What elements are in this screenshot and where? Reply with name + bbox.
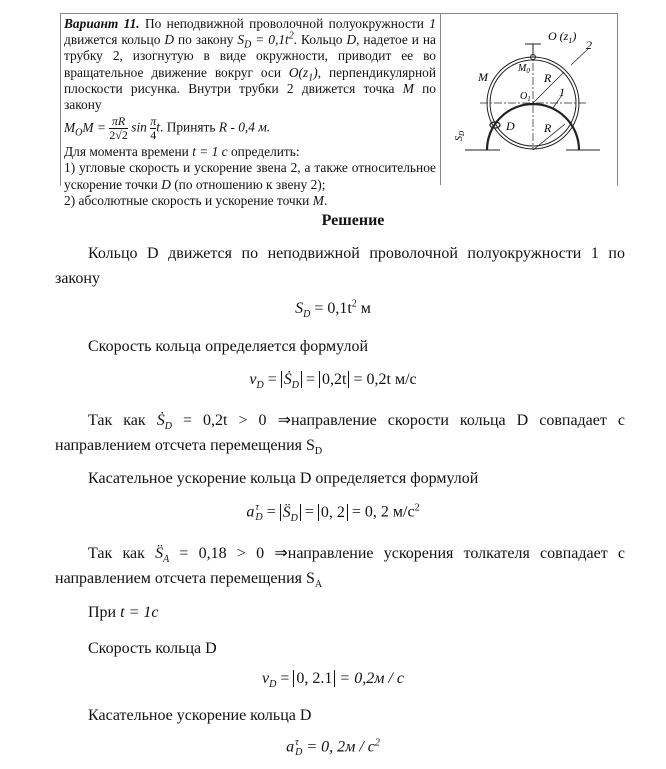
text: 4 (150, 128, 157, 143)
text: При (88, 604, 121, 621)
text: D (269, 679, 277, 691)
text: . Кольцо (293, 32, 347, 48)
text: = 0,2t > 0 ⇒ (171, 412, 291, 429)
label-O1: O (520, 91, 528, 102)
text: 0 (526, 67, 530, 75)
text: D (346, 32, 357, 48)
text: 1) угловые скорость и ускорение звена 2, а также относительное ускорение точки (64, 160, 436, 192)
label-M0: M (518, 63, 527, 74)
text: D (244, 39, 252, 51)
text: D (314, 446, 323, 458)
text: 2 (351, 298, 357, 310)
text: S̈ (155, 545, 164, 562)
text: Так как (88, 545, 156, 562)
text: . Принять (160, 119, 219, 135)
text: Так как (88, 412, 157, 429)
text: O (75, 127, 83, 139)
text: D (164, 421, 172, 433)
formula-vd: $v_D$ = Ṡ$_D$ = 0,2t = 0,2t м/с (249, 371, 417, 392)
text: 1 (429, 16, 436, 31)
text: S (295, 300, 304, 317)
text: направление ускорения толкателя совпадает с направлением отсчета перемещения S (55, 545, 626, 587)
text: ) (313, 64, 318, 80)
text: D (256, 380, 264, 392)
text: D (161, 176, 171, 192)
text: 2√2 (109, 128, 128, 143)
text: 0,2t (319, 371, 349, 388)
text: τ (255, 502, 259, 513)
text: πR (109, 115, 128, 129)
text: м (356, 300, 371, 317)
text: D (295, 747, 303, 758)
text: τ (295, 737, 299, 748)
label-M: M (478, 70, 488, 84)
text: v (249, 371, 257, 388)
paragraph: Касательное ускорение кольца D (88, 707, 312, 724)
text: A (163, 554, 170, 566)
label-O: O (z (548, 29, 569, 43)
text: = 0,2м / с (335, 670, 404, 687)
paragraph: Касательное ускорение кольца D определяется формулой (88, 470, 479, 487)
svg-text:O (z1) (548, 29, 576, 45)
paragraph (55, 600, 625, 625)
paragraph: Скорость кольца D (88, 640, 217, 657)
text: S (237, 32, 245, 48)
text: По неподвижной проволочной полуокружности (139, 16, 430, 31)
text: направление скорости кольца D совпадает с направлением отсчета перемещения S (55, 412, 626, 454)
text: = (276, 670, 294, 687)
text: ) (572, 29, 577, 43)
text: M (64, 119, 76, 135)
sup-sub-stack (255, 503, 262, 523)
mechanism-figure (440, 13, 616, 185)
text: 0, 2 (318, 504, 348, 521)
svg-text:M0 (517, 63, 530, 75)
label-D: D (506, 119, 515, 133)
text: Ṡ (283, 371, 292, 388)
label-2: 2 (586, 38, 592, 52)
text: = 0, 2 м/с (347, 503, 415, 521)
text: R - 0,4 м. (218, 119, 271, 135)
text: 0, 2.1 (293, 670, 335, 687)
text: = (262, 503, 280, 521)
text: π (150, 114, 157, 129)
text: . (323, 192, 328, 208)
text: 2) абсолютные скорость и ускорение точки (64, 192, 313, 208)
svg-text:O1 (520, 91, 531, 103)
text: по закону (174, 32, 238, 48)
text: = 0,18 > 0 ⇒ (169, 545, 288, 562)
formula-vd-value (0, 670, 666, 691)
text: D (458, 130, 466, 136)
text: = 0, 2м / с (302, 738, 375, 756)
text: D (255, 512, 263, 523)
text: M (312, 192, 324, 208)
formula-sd (0, 298, 666, 321)
text: Ṡ (156, 412, 165, 429)
variant-label: Вариант 11. (64, 16, 140, 31)
text: t = 1c (120, 604, 159, 621)
paragraph (55, 408, 625, 458)
text: M (402, 80, 414, 96)
text: S̈ (282, 503, 291, 521)
law-formula (64, 115, 436, 142)
text: (по отношению к звену 2); (170, 176, 326, 192)
text: a (246, 503, 255, 521)
text: t = 1 c (192, 144, 228, 160)
text: определить: (227, 144, 300, 160)
text: 2 (414, 502, 420, 514)
text: D (164, 32, 175, 48)
text: t (156, 119, 160, 135)
paragraph: Скорость кольца определяется формулой (88, 338, 368, 355)
text: A (314, 579, 323, 591)
text: 1 (308, 72, 314, 84)
text: Для момента времени (64, 144, 193, 160)
text: , перпендикулярной плоскости рисунка. Внутри трубки 2 движется точка (64, 64, 436, 96)
label-R: R (544, 71, 552, 85)
svg-text:SD (454, 131, 466, 141)
text: v (262, 670, 270, 687)
paragraph (55, 541, 625, 591)
solution-title: Решение (321, 212, 385, 229)
text: D (291, 380, 299, 392)
text: D (303, 309, 311, 321)
text: 2 (374, 737, 380, 749)
text: a (286, 738, 295, 756)
label-S: S (454, 136, 465, 141)
text: = 0,2t м/с (349, 371, 417, 388)
text: 1 (527, 95, 531, 103)
text: = 0,1t (310, 300, 352, 317)
text: движется кольцо (64, 32, 165, 48)
text: 1 (568, 36, 573, 45)
label-1: 1 (559, 85, 565, 99)
text: sin (131, 119, 147, 135)
text: D (290, 512, 298, 524)
fraction (109, 115, 128, 142)
text: = 0,1t (251, 32, 289, 48)
formula-atau-value (0, 738, 666, 758)
text: 2 (288, 30, 294, 42)
text: , надетое и на трубку 2, изогнутую в виде окружности, приводит ее во вращательное движение вокруг оси (64, 32, 436, 80)
task-statement (64, 16, 436, 209)
formula-atau: a τ D = $S̈_D = 0$, 2 = 0, 2 $м/с^2$ (246, 502, 420, 524)
text: по закону (64, 80, 436, 113)
text: = (263, 371, 281, 388)
paragraph: Кольцо D движется по неподвижной проволочной полуокружности 1 по закону (55, 245, 625, 287)
text: O(z (288, 64, 309, 80)
label-R: R (544, 121, 552, 135)
text: M = (82, 119, 106, 135)
